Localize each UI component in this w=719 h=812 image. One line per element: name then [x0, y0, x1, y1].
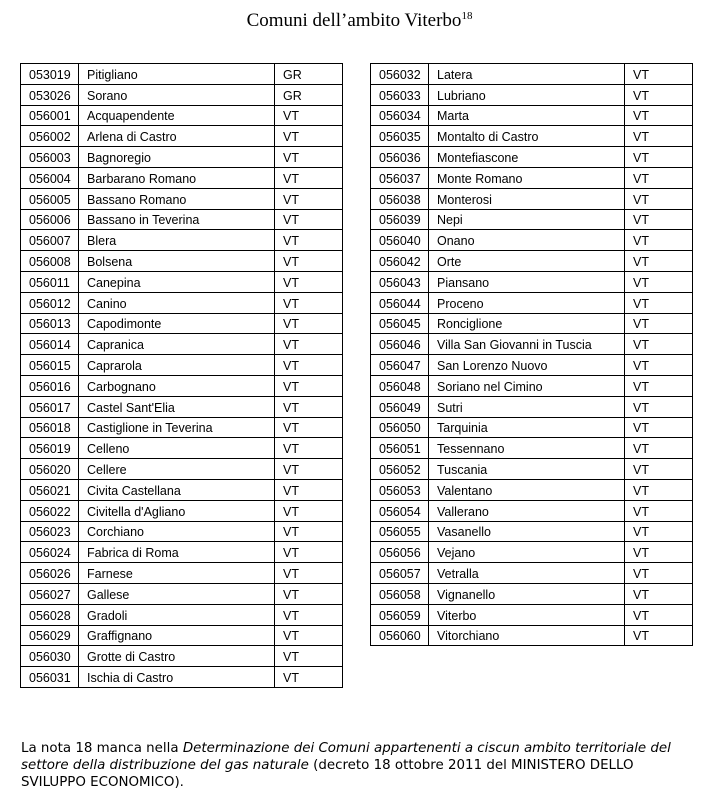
comune-code: 056033 — [371, 84, 429, 105]
comune-province: VT — [275, 542, 343, 563]
comune-province: VT — [275, 209, 343, 230]
comune-code: 056023 — [21, 521, 79, 542]
comune-name: Monte Romano — [429, 167, 625, 188]
comune-code: 056058 — [371, 583, 429, 604]
comune-name: Barbarano Romano — [79, 167, 275, 188]
comune-name: Castel Sant'Elia — [79, 396, 275, 417]
table-row — [21, 84, 343, 105]
table-row — [21, 230, 343, 251]
comune-code: 056017 — [21, 396, 79, 417]
comune-code: 056014 — [21, 334, 79, 355]
table-row — [371, 230, 693, 251]
comune-code: 056050 — [371, 417, 429, 438]
table-row — [21, 625, 343, 646]
comune-code: 056007 — [21, 230, 79, 251]
comuni-table-right-body — [371, 64, 693, 646]
comune-province: VT — [625, 209, 693, 230]
table-row — [371, 521, 693, 542]
comune-province: VT — [275, 126, 343, 147]
table-row — [21, 438, 343, 459]
comune-code: 056001 — [21, 105, 79, 126]
comune-province: VT — [625, 251, 693, 272]
comune-code: 056027 — [21, 583, 79, 604]
table-row — [21, 396, 343, 417]
comune-name: Capodimonte — [79, 313, 275, 334]
comune-code: 056055 — [371, 521, 429, 542]
table-row — [371, 126, 693, 147]
comune-code: 056037 — [371, 167, 429, 188]
table-row — [371, 542, 693, 563]
comune-code: 056024 — [21, 542, 79, 563]
comune-name: Caprarola — [79, 355, 275, 376]
comune-province: VT — [625, 438, 693, 459]
comune-code: 056005 — [21, 188, 79, 209]
table-row — [371, 147, 693, 168]
table-row — [371, 167, 693, 188]
comune-province: VT — [625, 84, 693, 105]
comune-name: Soriano nel Cimino — [429, 375, 625, 396]
comune-province: VT — [275, 625, 343, 646]
comune-name: San Lorenzo Nuovo — [429, 355, 625, 376]
comune-province: VT — [275, 105, 343, 126]
table-row — [21, 375, 343, 396]
comune-province: VT — [625, 292, 693, 313]
table-row — [371, 604, 693, 625]
comune-code: 056038 — [371, 188, 429, 209]
table-row — [21, 251, 343, 272]
comune-province: VT — [625, 355, 693, 376]
table-row — [21, 479, 343, 500]
comune-name: Montefiascone — [429, 147, 625, 168]
comune-name: Sorano — [79, 84, 275, 105]
comune-province: GR — [275, 64, 343, 85]
comune-province: VT — [625, 375, 693, 396]
table-row — [21, 209, 343, 230]
comune-code: 056031 — [21, 667, 79, 688]
comune-code: 056051 — [371, 438, 429, 459]
comune-province: VT — [275, 417, 343, 438]
comune-province: VT — [625, 459, 693, 480]
comune-code: 056015 — [21, 355, 79, 376]
comune-code: 056018 — [21, 417, 79, 438]
comune-name: Celleno — [79, 438, 275, 459]
comune-code: 056004 — [21, 167, 79, 188]
comune-code: 056034 — [371, 105, 429, 126]
table-row — [371, 209, 693, 230]
comune-code: 056036 — [371, 147, 429, 168]
table-row — [21, 126, 343, 147]
comune-name: Bassano Romano — [79, 188, 275, 209]
table-row — [371, 396, 693, 417]
table-row — [371, 583, 693, 604]
comune-name: Lubriano — [429, 84, 625, 105]
comune-province: VT — [275, 147, 343, 168]
comune-province: VT — [625, 271, 693, 292]
comune-province: VT — [625, 230, 693, 251]
comune-code: 056016 — [21, 375, 79, 396]
comune-province: GR — [275, 84, 343, 105]
comune-province: VT — [625, 604, 693, 625]
comuni-table-left-body — [21, 64, 343, 688]
table-row — [21, 646, 343, 667]
table-row — [371, 563, 693, 584]
comune-name: Civitella d'Agliano — [79, 500, 275, 521]
table-row — [371, 84, 693, 105]
comune-name: Tuscania — [429, 459, 625, 480]
comune-province: VT — [275, 167, 343, 188]
comune-province: VT — [625, 500, 693, 521]
table-row — [21, 292, 343, 313]
comune-code: 056046 — [371, 334, 429, 355]
table-row — [21, 147, 343, 168]
comune-name: Tessennano — [429, 438, 625, 459]
comune-province: VT — [625, 167, 693, 188]
comune-name: Bassano in Teverina — [79, 209, 275, 230]
table-row — [371, 479, 693, 500]
comune-name: Graffignano — [79, 625, 275, 646]
comune-code: 056040 — [371, 230, 429, 251]
comune-code: 056060 — [371, 625, 429, 646]
comune-province: VT — [625, 521, 693, 542]
title-text: Comuni dell’ambito Viterbo — [246, 10, 462, 31]
comune-name: Gallese — [79, 583, 275, 604]
comune-province: VT — [625, 583, 693, 604]
comune-code: 056032 — [371, 64, 429, 85]
table-row — [21, 271, 343, 292]
comune-name: Nepi — [429, 209, 625, 230]
comune-name: Vitorchiano — [429, 625, 625, 646]
note-text-end: (decreto 18 ottobre 2011 del MINISTERO DELLO SVILUPPO ECONOMICO). — [21, 758, 634, 790]
table-row — [371, 188, 693, 209]
comune-name: Gradoli — [79, 604, 275, 625]
comune-province: VT — [275, 438, 343, 459]
comune-code: 056028 — [21, 604, 79, 625]
comune-province: VT — [625, 126, 693, 147]
table-row — [371, 355, 693, 376]
comune-province: VT — [275, 230, 343, 251]
comune-province: VT — [275, 459, 343, 480]
comune-province: VT — [625, 563, 693, 584]
table-row — [21, 604, 343, 625]
comune-province: VT — [275, 271, 343, 292]
comune-code: 056026 — [21, 563, 79, 584]
table-row — [21, 313, 343, 334]
table-row — [371, 313, 693, 334]
comune-code: 056012 — [21, 292, 79, 313]
table-row — [21, 563, 343, 584]
comune-province: VT — [625, 334, 693, 355]
comune-name: Latera — [429, 64, 625, 85]
comune-name: Arlena di Castro — [79, 126, 275, 147]
footnote-paragraph — [21, 740, 701, 791]
comune-code: 056059 — [371, 604, 429, 625]
note-text-italic: Determinazione dei Comuni appartenenti a ciscun ambito territoriale del settore della distribuzione del gas naturale — [21, 741, 671, 773]
comuni-table-left — [20, 63, 343, 688]
comune-province: VT — [275, 188, 343, 209]
comune-name: Montalto di Castro — [429, 126, 625, 147]
table-row — [21, 521, 343, 542]
comune-name: Vejano — [429, 542, 625, 563]
comune-code: 056003 — [21, 147, 79, 168]
comune-province: VT — [275, 563, 343, 584]
comune-code: 056054 — [371, 500, 429, 521]
table-row — [371, 500, 693, 521]
comune-name: Monterosi — [429, 188, 625, 209]
comune-code: 056044 — [371, 292, 429, 313]
comune-name: Marta — [429, 105, 625, 126]
table-row — [21, 542, 343, 563]
table-row — [21, 500, 343, 521]
comune-name: Orte — [429, 251, 625, 272]
comune-name: Viterbo — [429, 604, 625, 625]
comune-name: Civita Castellana — [79, 479, 275, 500]
comune-province: VT — [275, 521, 343, 542]
comune-code: 056057 — [371, 563, 429, 584]
comune-name: Ronciglione — [429, 313, 625, 334]
comune-name: Vignanello — [429, 583, 625, 604]
comune-name: Acquapendente — [79, 105, 275, 126]
comune-name: Vasanello — [429, 521, 625, 542]
comune-name: Proceno — [429, 292, 625, 313]
comune-name: Onano — [429, 230, 625, 251]
comune-code: 056006 — [21, 209, 79, 230]
comune-code: 056042 — [371, 251, 429, 272]
comune-code: 056053 — [371, 479, 429, 500]
comune-province: VT — [625, 105, 693, 126]
comune-name: Canino — [79, 292, 275, 313]
comune-code: 056022 — [21, 500, 79, 521]
table-row — [21, 188, 343, 209]
comune-province: VT — [275, 583, 343, 604]
comune-province: VT — [625, 396, 693, 417]
comune-code: 056056 — [371, 542, 429, 563]
comune-name: Corchiano — [79, 521, 275, 542]
comune-province: VT — [275, 646, 343, 667]
comune-province: VT — [275, 500, 343, 521]
comune-name: Carbognano — [79, 375, 275, 396]
comune-code: 056013 — [21, 313, 79, 334]
table-row — [371, 459, 693, 480]
comune-code: 056030 — [21, 646, 79, 667]
table-row — [21, 667, 343, 688]
comune-code: 053026 — [21, 84, 79, 105]
table-row — [21, 105, 343, 126]
comune-name: Tarquinia — [429, 417, 625, 438]
comune-province: VT — [625, 542, 693, 563]
comune-code: 056011 — [21, 271, 79, 292]
comune-province: VT — [275, 251, 343, 272]
comune-province: VT — [625, 417, 693, 438]
comune-province: VT — [275, 479, 343, 500]
comune-name: Castiglione in Teverina — [79, 417, 275, 438]
table-row — [21, 583, 343, 604]
table-row — [21, 334, 343, 355]
table-row — [371, 105, 693, 126]
table-row — [371, 292, 693, 313]
comune-name: Pitigliano — [79, 64, 275, 85]
comune-name: Ischia di Castro — [79, 667, 275, 688]
comune-province: VT — [625, 147, 693, 168]
comune-name: Canepina — [79, 271, 275, 292]
table-row — [371, 438, 693, 459]
comune-code: 056002 — [21, 126, 79, 147]
comune-province: VT — [625, 64, 693, 85]
comune-province: VT — [275, 396, 343, 417]
table-row — [371, 271, 693, 292]
comune-province: VT — [275, 334, 343, 355]
table-row — [371, 64, 693, 85]
comune-province: VT — [275, 313, 343, 334]
comune-name: Sutri — [429, 396, 625, 417]
note-text-start: La nota 18 manca nella — [21, 741, 183, 756]
comune-code: 056019 — [21, 438, 79, 459]
comune-code: 056047 — [371, 355, 429, 376]
comune-name: Farnese — [79, 563, 275, 584]
comune-name: Bolsena — [79, 251, 275, 272]
comune-province: VT — [625, 625, 693, 646]
table-row — [21, 355, 343, 376]
comune-province: VT — [275, 667, 343, 688]
comune-code: 056008 — [21, 251, 79, 272]
comune-name: Vallerano — [429, 500, 625, 521]
comune-province: VT — [275, 292, 343, 313]
table-row — [371, 251, 693, 272]
table-row — [21, 459, 343, 480]
comune-code: 056049 — [371, 396, 429, 417]
table-row — [371, 625, 693, 646]
comune-name: Bagnoregio — [79, 147, 275, 168]
table-row — [371, 334, 693, 355]
comune-name: Capranica — [79, 334, 275, 355]
comune-province: VT — [625, 313, 693, 334]
comune-code: 056045 — [371, 313, 429, 334]
comune-code: 056052 — [371, 459, 429, 480]
comune-name: Cellere — [79, 459, 275, 480]
comune-code: 056043 — [371, 271, 429, 292]
comune-code: 056021 — [21, 479, 79, 500]
comune-name: Blera — [79, 230, 275, 251]
comune-code: 053019 — [21, 64, 79, 85]
comune-province: VT — [275, 375, 343, 396]
comune-province: VT — [275, 604, 343, 625]
comune-code: 056048 — [371, 375, 429, 396]
table-row — [21, 167, 343, 188]
page-title — [0, 9, 719, 33]
comune-name: Vetralla — [429, 563, 625, 584]
comune-province: VT — [625, 188, 693, 209]
table-row — [21, 64, 343, 85]
comuni-table-right — [370, 63, 693, 646]
comune-code: 056035 — [371, 126, 429, 147]
comune-name: Piansano — [429, 271, 625, 292]
comune-code: 056020 — [21, 459, 79, 480]
comune-name: Grotte di Castro — [79, 646, 275, 667]
table-row — [371, 417, 693, 438]
title-footnote-mark: 18 — [461, 10, 473, 22]
table-row — [371, 375, 693, 396]
comune-code: 056039 — [371, 209, 429, 230]
comune-province: VT — [275, 355, 343, 376]
comune-name: Villa San Giovanni in Tuscia — [429, 334, 625, 355]
comune-code: 056029 — [21, 625, 79, 646]
comune-name: Fabrica di Roma — [79, 542, 275, 563]
comune-province: VT — [625, 479, 693, 500]
table-row — [21, 417, 343, 438]
comune-name: Valentano — [429, 479, 625, 500]
